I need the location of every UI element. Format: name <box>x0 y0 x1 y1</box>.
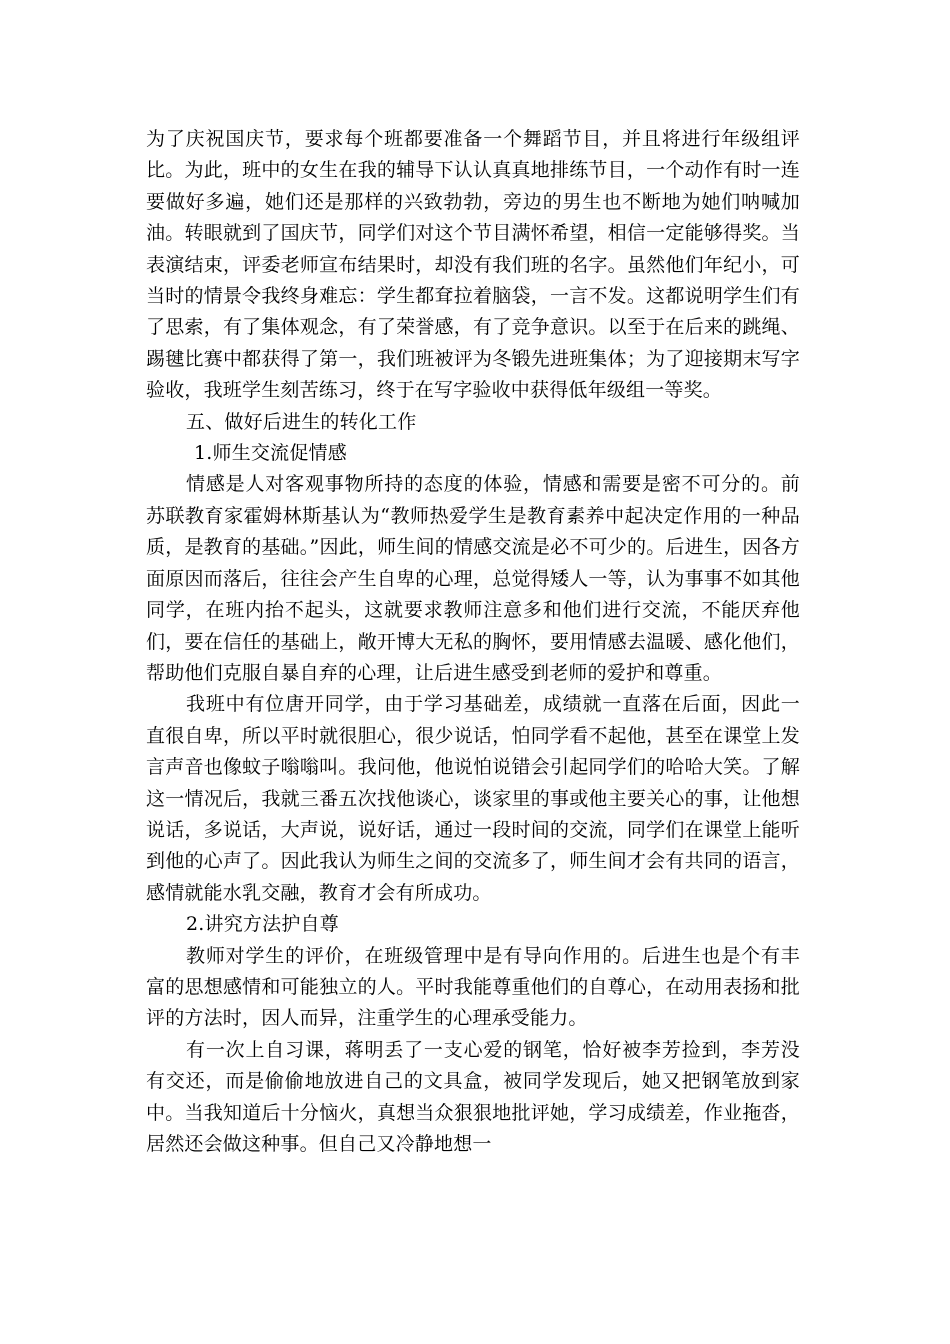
paragraph-emotion: 情感是人对客观事物所持的态度的体验，情感和需要是密不可分的。前苏联教育家霍姆林斯基认为“教师热爱学生是教育素养中起决定作用的一种品质，是教育的基础。”因此，师生间的情感交流是必不可少的。后进生，因各方面原因而落后，往往会产生自卑的心理，总觉得矮人一等，认为事事不如其他同学，在班内抬不起头，这就要求教师注意多和他们进行交流，不能厌弃他们，要在信任的基础上，敞开博大无私的胸怀，要用情感去温暖、感化他们，帮助他们克服自暴自弃的心理，让后进生感受到老师的爱护和尊重。 <box>146 473 800 684</box>
paragraph-li-fang: 有一次上自习课，蒋明丢了一支心爱的钢笔，恰好被李芳捡到，李芳没有交还，而是偷偷地放进自己的文具盒，被同学发现后，她又把钢笔放到家中。当我知道后十分恼火，真想当众狠狠地批评她，学习成绩差，作业拖沓，居然还会做这种事。但自己又冷静地想一 <box>146 1038 800 1155</box>
paragraph-evaluation: 教师对学生的评价，在班级管理中是有导向作用的。后进生也是个有丰富的思想感情和可能独立的人。平时我能尊重他们的自尊心，在动用表扬和批评的方法时，因人而异，注重学生的心理承受能力。 <box>146 944 800 1030</box>
paragraph-tang-kai: 我班中有位唐开同学，由于学习基础差，成绩就一直落在后面，因此一直很自卑，所以平时就很胆心，很少说话，怕同学看不起他，甚至在课堂上发言声音也像蚊子嗡嗡叫。我问他，他说怕说错会引起同学们的哈哈大笑。了解这一情况后，我就三番五次找他谈心，谈家里的事或他主要关心的事，让他想说话，多说话，大声说，说好话，通过一段时间的交流，同学们在课堂上能听到他的心声了。因此我认为师生之间的交流多了，师生间才会有共同的语言，感情就能水乳交融，教育才会有所成功。 <box>146 693 800 904</box>
paragraph-class-performance: 为了庆祝国庆节，要求每个班都要准备一个舞蹈节目，并且将进行年级组评比。为此，班中的女生在我的辅导下认认真真地排练节目，一个动作有时一连要做好多遍，她们还是那样的兴致勃勃，旁边的男生也不断地为她们呐喊加油。转眼就到了国庆节，同学们对这个节目满怀希望，相信一定能够得奖。当表演结束，评委老师宣布结果时，却没有我们班的名字。虽然他们年纪小，可当时的情景令我终身难忘：学生都耷拉着脑袋，一言不发。这都说明学生们有了思索，有了集体观念，有了荣誉感，有了竞争意识。以至于在后来的跳绳、踢毽比赛中都获得了第一，我们班被评为冬锻先进班集体；为了迎接期末写字验收，我班学生刻苦练习，终于在写字验收中获得低年级组一等奖。 <box>146 128 800 402</box>
subheading-2: 2.讲究方法护自尊 <box>186 913 339 936</box>
subheading-1: 1.师生交流促情感 <box>194 442 347 465</box>
section-heading-5: 五、做好后进生的转化工作 <box>186 410 417 433</box>
